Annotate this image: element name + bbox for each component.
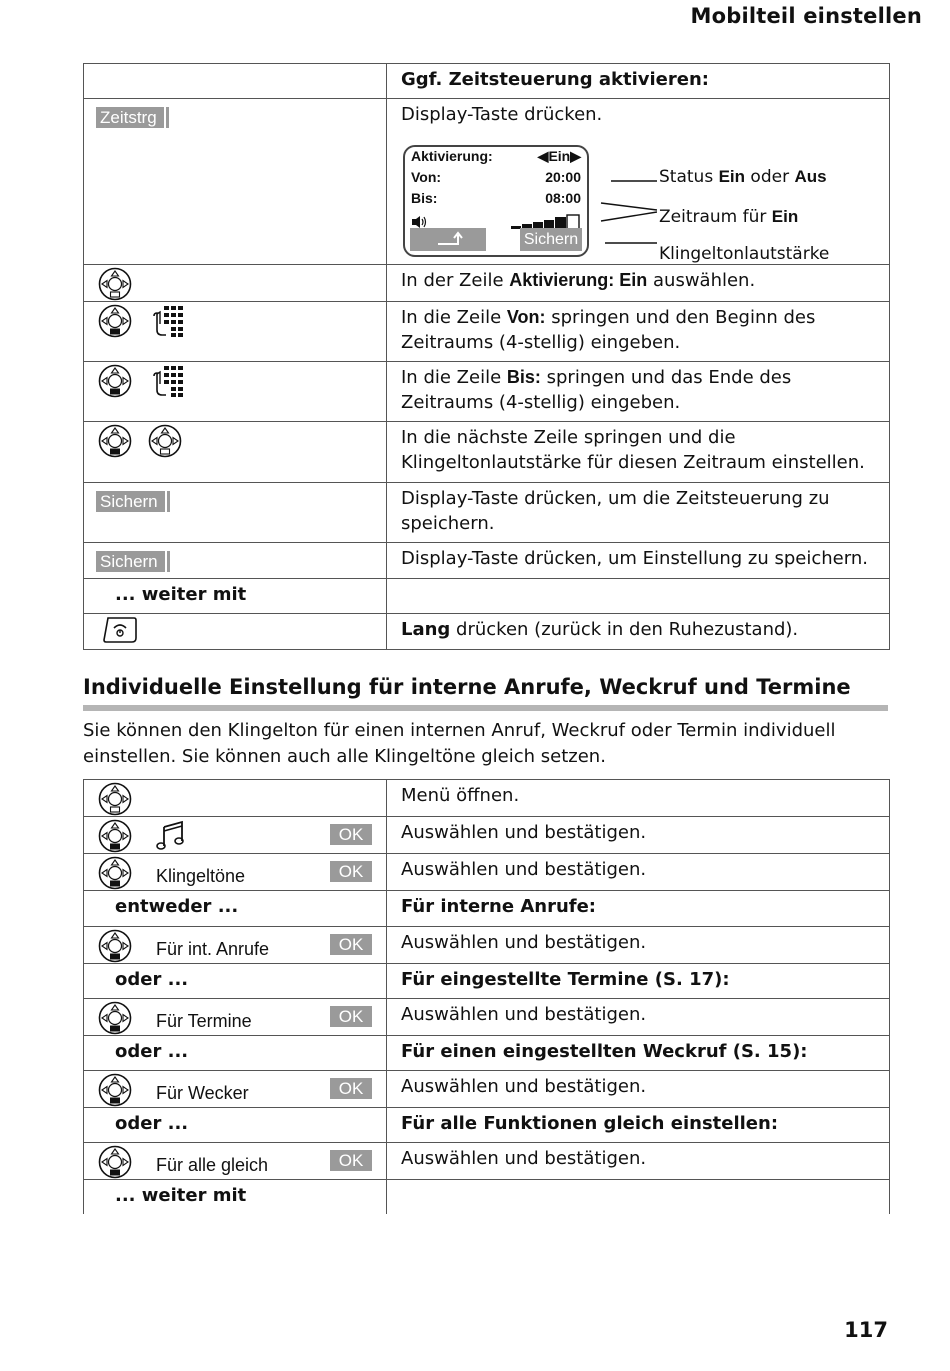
save-softkey[interactable]: Sichern — [96, 551, 170, 572]
arrow-left-icon: ◀ — [537, 148, 549, 164]
section-divider — [83, 705, 888, 711]
to-value: 08:00 — [545, 190, 581, 206]
alarm-heading: Für einen eingestellten Weckruf (S. 15): — [401, 1041, 808, 1062]
time-control-table — [83, 63, 890, 650]
to-row-text: In die Zeile Bis: springen und das Ende des Zeitraums (4-stellig) eingeben. — [387, 362, 890, 422]
back-softkey[interactable] — [410, 228, 486, 251]
ok-key[interactable]: OK — [330, 1006, 372, 1027]
callout-lines — [595, 159, 657, 249]
navigation-key-down-icon — [98, 1001, 132, 1035]
save-setting-text: Display-Taste drücken, um Einstellung zu speichern. — [387, 543, 890, 579]
volume-level-bars — [511, 215, 579, 229]
select-confirm-text: Auswählen und bestätigen. — [387, 1143, 890, 1180]
ringtone-settings-table — [83, 779, 890, 1214]
from-value: 20:00 — [545, 169, 581, 185]
back-arrow-icon — [410, 228, 486, 251]
navigation-key-icon — [98, 267, 132, 301]
section-heading: Individuelle Einstellung für interne Anrufe, Weckruf und Termine — [83, 675, 851, 699]
handset-screen — [403, 145, 589, 257]
display-illustration — [401, 131, 879, 264]
time-control-softkey[interactable]: Zeitstrg — [96, 107, 169, 128]
continue-label: ... weiter mit — [115, 584, 247, 605]
to-label: Bis: — [411, 190, 438, 206]
save-time-control-text: Display-Taste drücken, um die Zeitsteuerung zu speichern. — [387, 483, 890, 543]
volume-callout: Klingeltonlautstärke — [659, 244, 830, 264]
music-note-icon — [154, 819, 188, 853]
continue-label: ... weiter mit — [115, 1185, 247, 1206]
menu-item-appointments[interactable]: Für Termine — [156, 1010, 252, 1031]
select-confirm-text: Auswählen und bestätigen. — [387, 817, 890, 854]
navigation-key-down-icon — [98, 819, 132, 853]
menu-item-all-same[interactable]: Für alle gleich — [156, 1154, 269, 1175]
ok-key[interactable]: OK — [330, 934, 372, 955]
end-call-key-icon — [102, 616, 138, 644]
menu-item-internal-calls[interactable]: Für int. Anrufe — [156, 938, 270, 959]
menu-item-alarm[interactable]: Für Wecker — [156, 1082, 249, 1103]
ok-key[interactable]: OK — [330, 1150, 372, 1171]
navigation-key-down-icon — [98, 1073, 132, 1107]
activate-time-control-heading: Ggf. Zeitsteuerung aktivieren: — [401, 69, 709, 90]
status-callout: Status Ein oder Aus — [659, 167, 827, 187]
navigation-key-down-icon — [98, 424, 132, 458]
navigation-key-down-icon — [98, 929, 132, 963]
menu-item-ringtones[interactable]: Klingeltöne — [156, 865, 246, 886]
navigation-key-down-icon — [98, 304, 132, 338]
page-number: 117 — [844, 1318, 888, 1342]
select-confirm-text: Auswählen und bestätigen. — [387, 1071, 890, 1108]
navigation-key-down-icon — [98, 1145, 132, 1179]
save-softkey[interactable]: Sichern — [96, 491, 170, 512]
navigation-key-icon — [148, 424, 182, 458]
page-header-title: Mobilteil einstellen — [690, 4, 922, 28]
arrow-right-icon: ▶ — [570, 148, 581, 164]
ok-key[interactable]: OK — [330, 861, 372, 882]
from-label: Von: — [411, 169, 442, 185]
navigation-key-down-icon — [98, 364, 132, 398]
or-label: oder ... — [115, 969, 189, 990]
or-label: oder ... — [115, 1113, 189, 1134]
ok-key[interactable]: OK — [330, 1078, 372, 1099]
long-press-text: Lang drücken (zurück in den Ruhezustand). — [387, 614, 890, 650]
ok-key[interactable]: OK — [330, 824, 372, 845]
open-menu-text: Menü öffnen. — [387, 780, 890, 817]
appointments-heading: Für eingestellte Termine (S. 17): — [401, 969, 730, 990]
range-callout: Zeitraum für Ein — [659, 207, 799, 227]
navigation-key-icon — [98, 782, 132, 816]
speaker-icon — [412, 216, 426, 228]
select-confirm-text: Auswählen und bestätigen. — [387, 927, 890, 964]
select-confirm-text: Auswählen und bestätigen. — [387, 999, 890, 1036]
activation-label: Aktivierung: — [411, 148, 493, 164]
section-intro: Sie können den Klingelton für einen internen Anruf, Weckruf oder Termin individuell einstellen. Sie können auch alle Klingeltöne gleich setzen. — [83, 720, 836, 767]
from-row-text: In die Zeile Von: springen und den Beginn des Zeitraums (4-stellig) eingeben. — [387, 302, 890, 362]
keypad-icon — [150, 304, 184, 338]
or-label: oder ... — [115, 1041, 189, 1062]
either-label: entweder ... — [115, 896, 239, 917]
navigation-key-down-icon — [98, 856, 132, 890]
activation-value: ◀Ein▶ — [537, 148, 581, 164]
select-confirm-text: Auswählen und bestätigen. — [387, 854, 890, 891]
save-softkey-screen[interactable]: Sichern — [520, 228, 582, 251]
internal-calls-heading: Für interne Anrufe: — [401, 896, 596, 917]
volume-row-text: In die nächste Zeile springen und die Klingeltonlautstärke für diesen Zeitraum einstellen. — [387, 422, 890, 483]
press-display-key-text: Display-Taste drücken. — [401, 104, 603, 125]
all-functions-heading: Für alle Funktionen gleich einstellen: — [401, 1113, 779, 1134]
select-activation-text: In der Zeile Aktivierung: Ein auswählen. — [387, 265, 890, 302]
keypad-icon — [150, 364, 184, 398]
